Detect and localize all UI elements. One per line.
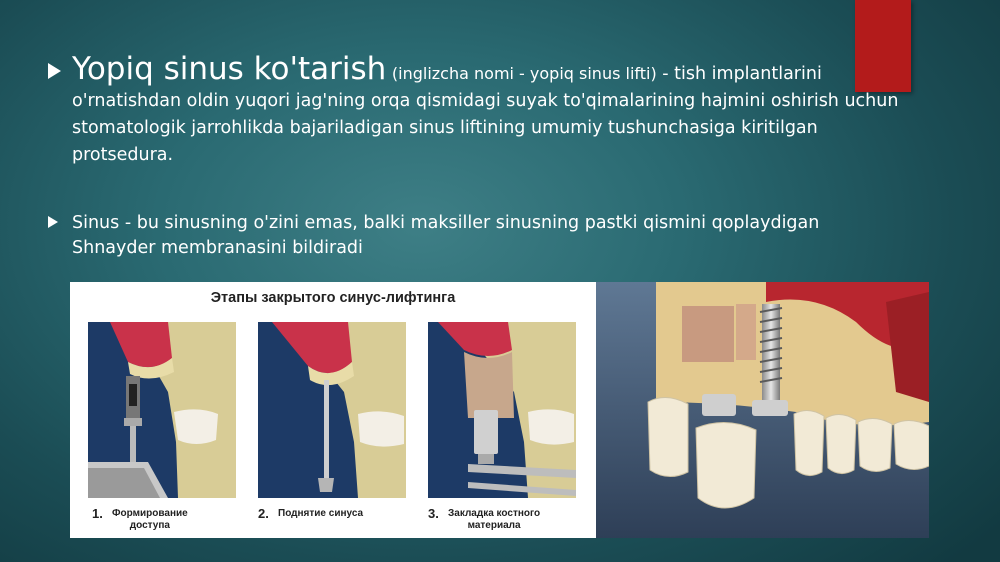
stage-2-illustration [258, 322, 406, 498]
sinus-lift-figure [70, 282, 929, 538]
bullet-definition: - tish implantlarini o'rnatishdan oldin yuqori jag'ning orqa qismidagi suyak to'qimalarining hajmini oshirish uchun stomatologik jarrohlikda bajariladigan sinus liftining umumiy tushunchasiga kiritilgan protsedura. [72, 64, 899, 165]
stages-diagram [70, 282, 596, 538]
step-number: 3. [428, 506, 439, 521]
bullet-closed-sinus-lift [48, 52, 908, 169]
step-caption [112, 508, 188, 532]
implant-illustration [596, 282, 929, 538]
caption-line: доступа [129, 520, 170, 531]
bullet-schneider-membrane [48, 211, 908, 261]
bullet-arrow-icon [48, 63, 61, 79]
stage-3-illustration [428, 322, 576, 498]
caption-line: Поднятие синуса [278, 508, 364, 519]
stage-1-illustration [88, 322, 236, 498]
step-caption [448, 508, 540, 532]
figure-title: Этапы закрытого синус-лифтинга [210, 290, 456, 306]
bullet-text [72, 52, 908, 169]
bullet-parenthetical: (inglizcha nomi - yopiq sinus lifti) [391, 64, 657, 83]
caption-line: Формирование [112, 508, 188, 519]
step-number: 2. [258, 506, 269, 521]
caption-line: материала [467, 520, 521, 531]
bullet-arrow-icon [48, 216, 58, 228]
bullet-text: Sinus - bu sinusning o'zini emas, balki maksiller sinusning pastki qismini qoplaydigan Shnayder membranasini bildiradi [72, 213, 820, 258]
bullet-lead-term: Yopiq sinus ko'tarish [72, 51, 387, 87]
step-caption [278, 508, 363, 520]
step-number: 1. [92, 506, 103, 521]
caption-line: Закладка костного [448, 508, 541, 519]
